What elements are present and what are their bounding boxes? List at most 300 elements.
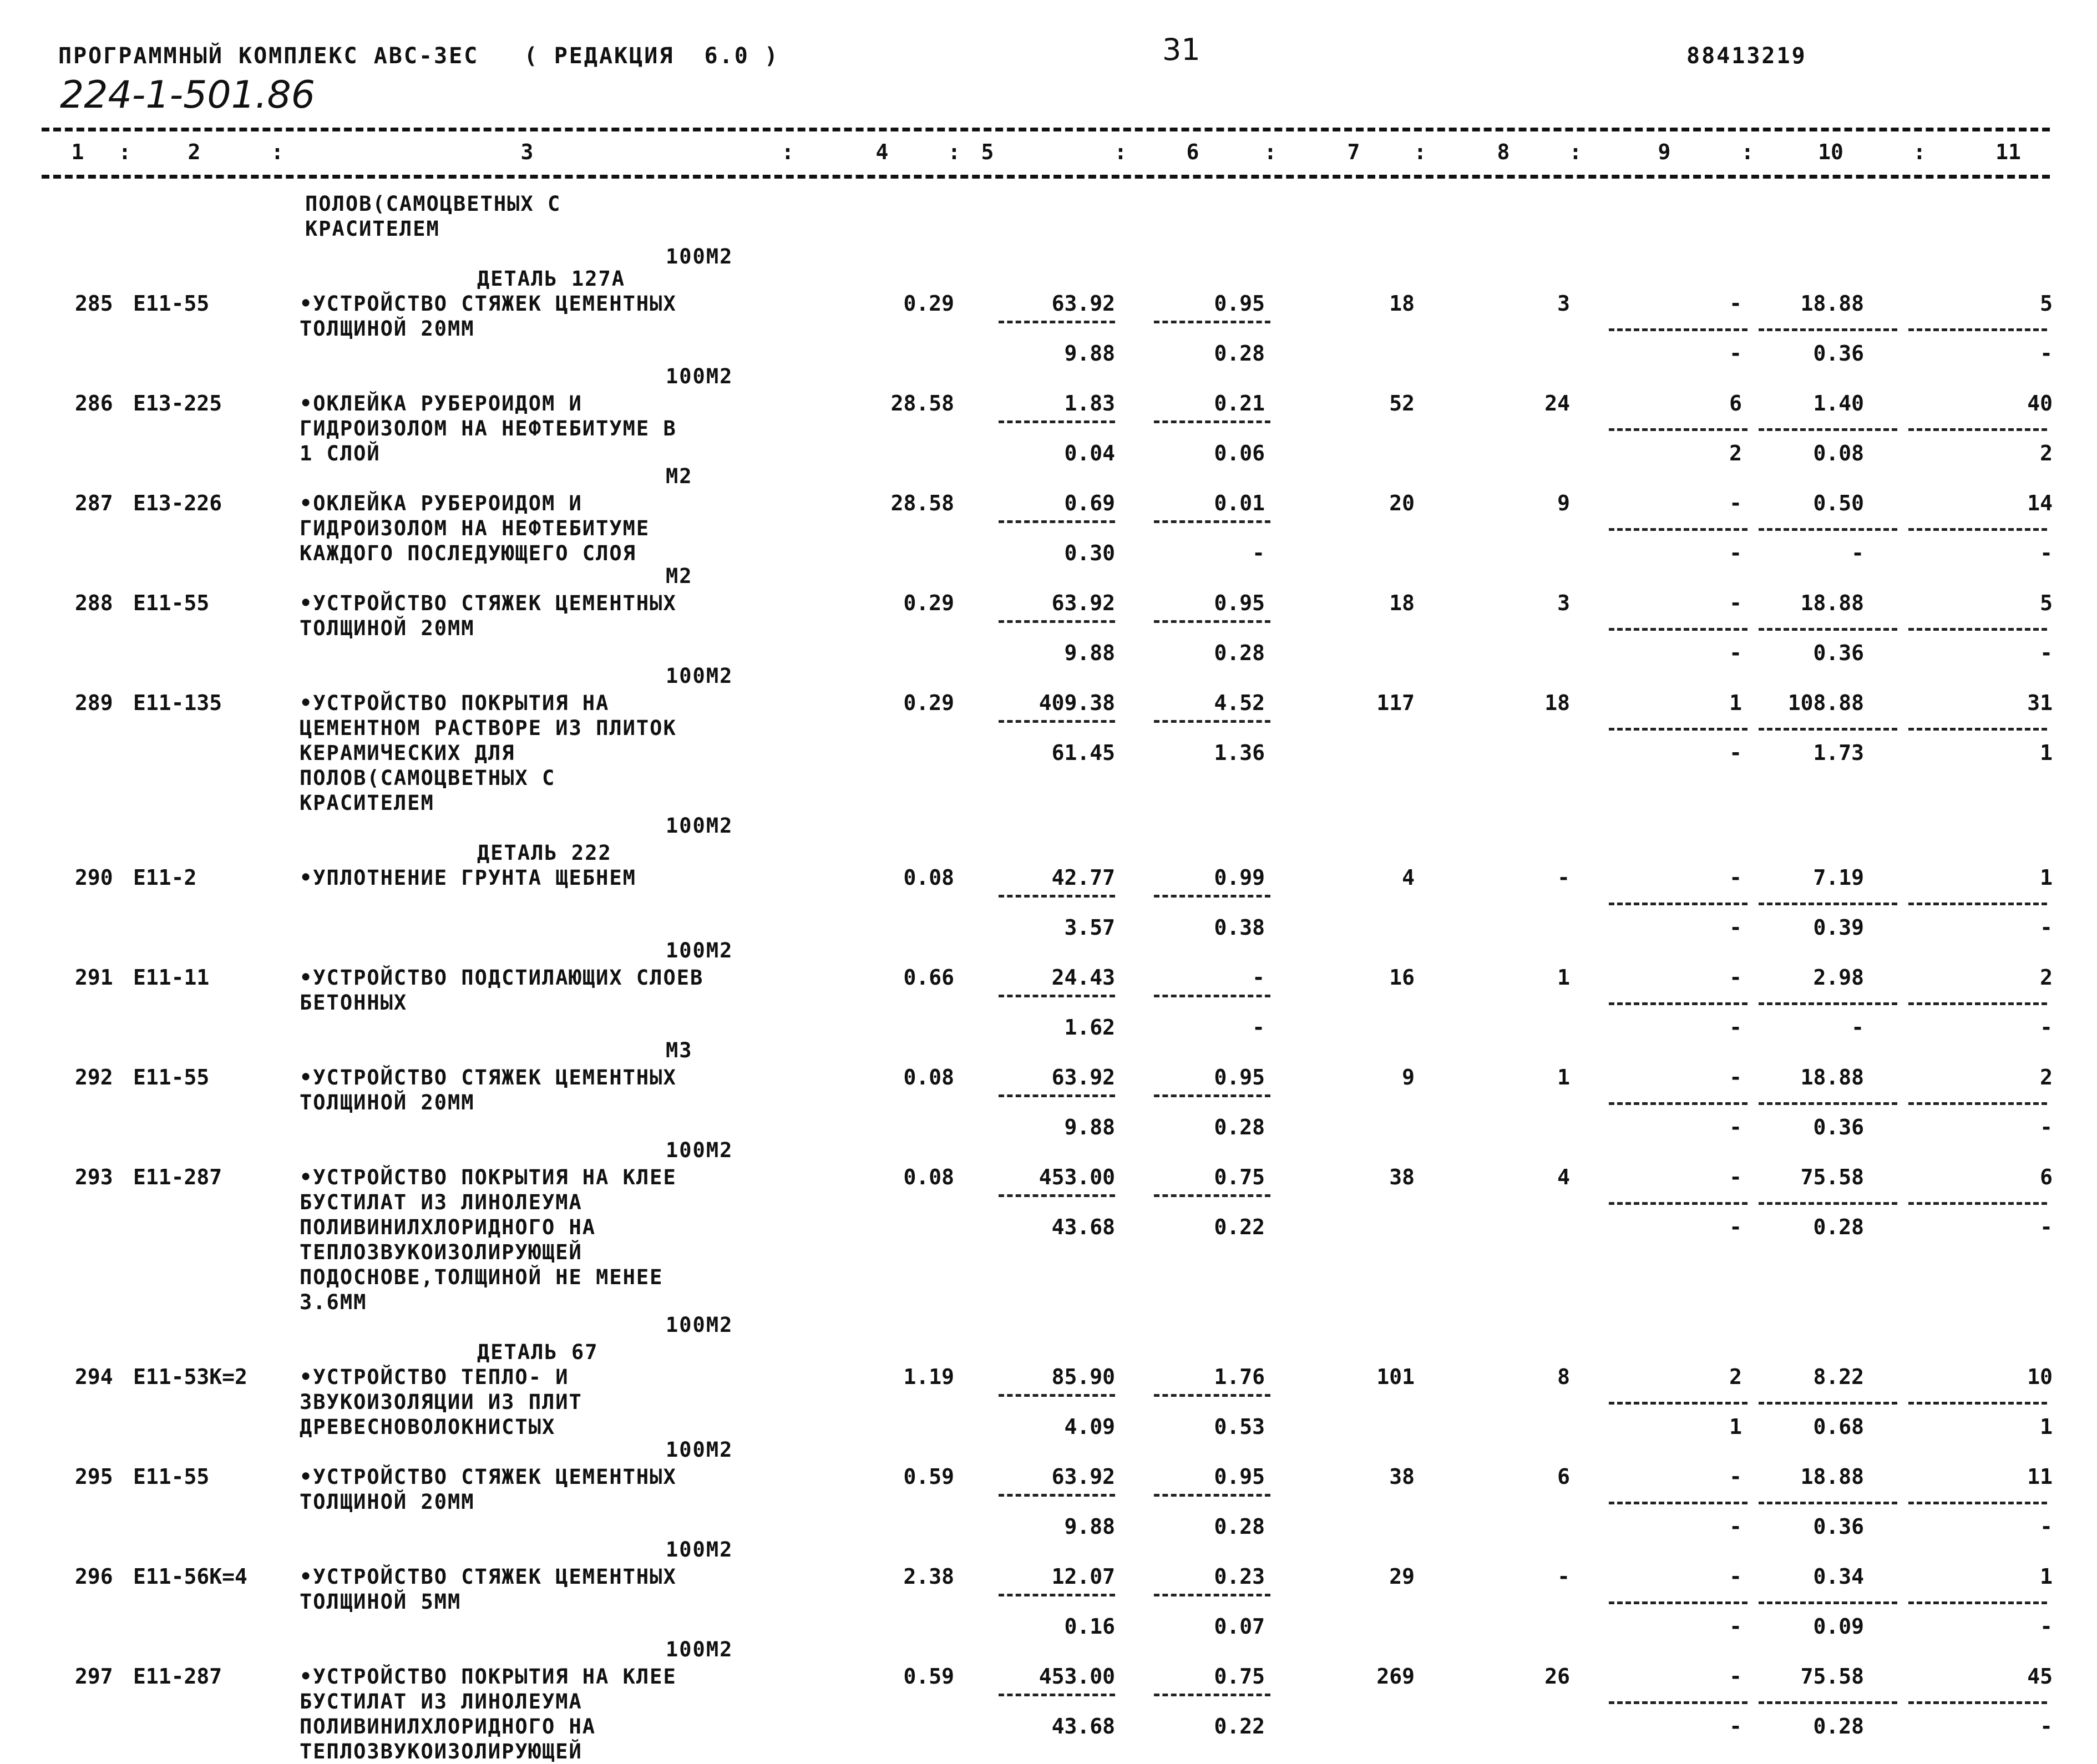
work-description-line: •УПЛОТНЕНИЕ ГРУНТА ЩЕБНЕМ [300,866,636,890]
program-header: ПРОГРАММНЫЙ КОМПЛЕКС АВС-3ЕС ( РЕДАКЦИЯ 6.0 ) [58,43,779,69]
cell-col6-top: 0.99 [1214,865,1265,890]
cell-col10-bottom: 0.28 [1813,1215,1864,1239]
norm-code: Е11-55 [133,1464,210,1489]
column-separator: : [1569,140,1582,164]
cell-quantity: 0.66 [903,965,954,990]
cell-col7: 18 [1389,591,1415,615]
cell-col7: 18 [1389,291,1415,316]
cell-col9-top: - [1729,1165,1742,1189]
cell-col11-top: 14 [2027,491,2053,515]
cell-col8: 8 [1557,1365,1570,1389]
work-description-line: БУСТИЛАТ ИЗ ЛИНОЛЕУМА [300,1690,582,1714]
cell-col10-top: 75.58 [1800,1664,1864,1689]
cell-col5-bottom: 0.04 [1064,441,1115,465]
cell-col10-top: 2.98 [1813,965,1864,990]
cell-col5-top: 1.83 [1064,391,1115,415]
value-separator [1609,1701,1748,1704]
cell-col5-top: 0.69 [1064,491,1115,515]
value-separator [1908,428,2047,431]
cell-col5-top: 12.07 [1051,1564,1115,1589]
work-description-line: КЕРАМИЧЕСКИХ ДЛЯ [300,741,515,765]
value-separator [1154,620,1270,623]
column-number-1: 1 [71,140,84,164]
value-separator [1154,420,1270,423]
row-number: 297 [75,1664,113,1689]
cell-col9-top: - [1729,1464,1742,1489]
cell-col10-bottom: 1.73 [1813,741,1864,765]
value-separator [1609,1601,1748,1604]
cell-col11-top: 31 [2027,691,2053,715]
column-separator: : [1913,140,1926,164]
cell-col8: 1 [1557,1065,1570,1089]
leading-text-line-1: ПОЛОВ(САМОЦВЕТНЫХ С [305,192,561,216]
work-description-line: •ОКЛЕЙКА РУБЕРОИДОМ И [300,491,582,515]
cell-col11-bottom: 1 [2040,1415,2053,1439]
document-code: 88413219 [1686,43,1807,69]
cell-col6-bottom: 0.07 [1214,1614,1265,1639]
cell-quantity: 0.29 [903,691,954,715]
cell-col5-bottom: 0.16 [1064,1614,1115,1639]
cell-col9-top: 1 [1729,691,1742,715]
unit-of-measure: 100М2 [666,1438,733,1462]
value-separator [1154,895,1270,898]
header-top-rule [42,128,2050,131]
row-number: 286 [75,391,113,415]
value-separator [1759,1402,1897,1405]
value-separator [1759,1502,1897,1504]
unit-of-measure: 100М2 [666,664,733,688]
work-description-line: •УСТРОЙСТВО СТЯЖЕК ЦЕМЕНТНЫХ [300,591,677,615]
value-separator [1759,903,1897,905]
work-description-line: •УСТРОЙСТВО ПОДСТИЛАЮЩИХ СЛОЕВ [300,966,704,990]
norm-code: Е11-135 [133,691,222,715]
value-separator [1154,1594,1270,1596]
cell-col9-top: - [1729,591,1742,615]
cell-col5-bottom: 4.09 [1064,1415,1115,1439]
cell-col8: 6 [1557,1464,1570,1489]
value-separator [1759,1601,1897,1604]
cell-col9-top: - [1729,291,1742,316]
cell-col10-top: 18.88 [1800,1464,1864,1489]
value-separator [1908,1601,2047,1604]
cell-col6-top: - [1252,965,1265,990]
cell-col5-top: 453.00 [1039,1664,1115,1689]
norm-code: Е11-287 [133,1165,222,1189]
work-description-line: КРАСИТЕЛЕМ [300,791,434,815]
value-separator [1154,1394,1270,1397]
work-description-line: ГИДРОИЗОЛОМ НА НЕФТЕБИТУМЕ [300,516,650,540]
cell-col7: 117 [1376,691,1415,715]
value-separator [1154,720,1270,723]
cell-col7: 38 [1389,1464,1415,1489]
unit-of-measure: 100М2 [666,1638,733,1661]
unit-of-measure: М3 [666,1038,693,1062]
unit-of-measure: 100М2 [666,939,733,962]
work-description-line: •ОКЛЕЙКА РУБЕРОИДОМ И [300,392,582,415]
column-separator: : [948,140,961,164]
norm-code: Е11-55 [133,1065,210,1089]
work-description-line: 1 СЛОЙ [300,442,381,465]
column-separator: : [1264,140,1277,164]
cell-col10-bottom: - [1851,1015,1864,1040]
cell-col11-bottom: - [2040,1015,2053,1040]
cell-col6-bottom: 0.28 [1214,641,1265,665]
cell-col10-bottom: 0.36 [1813,1514,1864,1539]
cell-col10-top: 18.88 [1800,591,1864,615]
cell-col10-top: 0.50 [1813,491,1864,515]
cell-col9-bottom: 1 [1729,1415,1742,1439]
cell-quantity: 28.58 [890,391,954,415]
cell-col5-top: 63.92 [1051,1464,1115,1489]
value-separator [1609,1102,1748,1105]
cell-col11-top: 5 [2040,291,2053,316]
value-separator [1759,1701,1897,1704]
row-number: 285 [75,291,113,316]
value-separator [1759,1002,1897,1005]
header-bottom-rule [42,175,2050,179]
value-separator [1609,728,1748,731]
cell-col10-top: 75.58 [1800,1165,1864,1189]
cell-col8: 26 [1544,1664,1570,1689]
work-description-line: КАЖДОГО ПОСЛЕДУЮЩЕГО СЛОЯ [300,541,636,565]
work-description-line: 3.6ММ [300,1290,367,1314]
cell-col11-bottom: - [2040,541,2053,565]
value-separator [999,1394,1115,1397]
cell-col9-top: 6 [1729,391,1742,415]
value-separator [1908,328,2047,331]
value-separator [1154,1194,1270,1197]
cell-col11-top: 45 [2027,1664,2053,1689]
cell-col6-top: 0.95 [1214,591,1265,615]
cell-col10-top: 18.88 [1800,291,1864,316]
value-separator [1609,628,1748,631]
cell-col5-bottom: 9.88 [1064,341,1115,366]
value-separator [1609,1402,1748,1405]
cell-col6-top: 4.52 [1214,691,1265,715]
cell-col8: 24 [1544,391,1570,415]
cell-quantity: 0.59 [903,1664,954,1689]
cell-col11-top: 10 [2027,1365,2053,1389]
value-separator [1908,1502,2047,1504]
value-separator [999,1494,1115,1497]
norm-code: Е11-56К=4 [133,1564,247,1589]
cell-quantity: 0.08 [903,1165,954,1189]
cell-col10-bottom: 0.36 [1813,341,1864,366]
row-number: 295 [75,1464,113,1489]
work-description-line: ТЕПЛОЗВУКОИЗОЛИРУЮЩЕЙ [300,1240,582,1264]
column-separator: : [1414,140,1427,164]
work-description-line: ПОЛИВИНИЛХЛОРИДНОГО НА [300,1715,596,1738]
cell-col11-top: 6 [2040,1165,2053,1189]
cell-col11-bottom: 2 [2040,441,2053,465]
cell-col7: 16 [1389,965,1415,990]
cell-col9-top: 2 [1729,1365,1742,1389]
cell-col6-bottom: 0.28 [1214,1514,1265,1539]
work-description-line: ТОЛЩИНОЙ 20ММ [300,317,475,341]
cell-col6-bottom: 0.53 [1214,1415,1265,1439]
cell-quantity: 0.29 [903,591,954,615]
value-separator [1609,1002,1748,1005]
cell-col9-bottom: - [1729,741,1742,765]
cell-col11-top: 2 [2040,965,2053,990]
cell-col9-bottom: - [1729,1115,1742,1139]
value-separator [1609,1202,1748,1205]
value-separator [1609,903,1748,905]
cell-col5-bottom: 61.45 [1051,741,1115,765]
cell-col6-top: 1.76 [1214,1365,1265,1389]
cell-col6-bottom: 0.22 [1214,1714,1265,1738]
value-separator [999,620,1115,623]
cell-col5-top: 409.38 [1039,691,1115,715]
value-separator [1759,728,1897,731]
cell-col5-bottom: 0.30 [1064,541,1115,565]
project-number: 224-1-501.86 [60,73,316,117]
cell-col6-bottom: 0.06 [1214,441,1265,465]
cell-col10-top: 18.88 [1800,1065,1864,1089]
cell-col5-top: 42.77 [1051,865,1115,890]
cell-quantity: 28.58 [890,491,954,515]
cell-col9-bottom: - [1729,1514,1742,1539]
cell-col6-top: 0.75 [1214,1664,1265,1689]
column-number-7: 7 [1347,140,1360,164]
value-separator [1609,328,1748,331]
value-separator [1154,321,1270,323]
value-separator [1154,1094,1270,1097]
cell-col6-top: 0.75 [1214,1165,1265,1189]
column-number-8: 8 [1497,140,1510,164]
unit-of-measure: 100М2 [666,814,733,838]
cell-col11-bottom: 1 [2040,741,2053,765]
value-separator [999,1194,1115,1197]
value-separator [1908,1202,2047,1205]
cell-col7: 52 [1389,391,1415,415]
row-number: 291 [75,965,113,990]
work-description-line: ГИДРОИЗОЛОМ НА НЕФТЕБИТУМЕ В [300,417,677,440]
detail-heading: ДЕТАЛЬ 67 [477,1340,599,1364]
column-number-5: 5 [981,140,994,164]
row-number: 293 [75,1165,113,1189]
cell-col6-bottom: - [1252,541,1265,565]
work-description-line: ТЕПЛОЗВУКОИЗОЛИРУЮЩЕЙ [300,1740,582,1763]
cell-col5-top: 24.43 [1051,965,1115,990]
cell-col9-bottom: - [1729,1714,1742,1738]
work-description-line: ЗВУКОИЗОЛЯЦИИ ИЗ ПЛИТ [300,1390,582,1414]
cell-col11-bottom: - [2040,341,2053,366]
cell-col11-bottom: - [2040,641,2053,665]
cell-col7: 29 [1389,1564,1415,1589]
cell-col5-top: 63.92 [1051,591,1115,615]
cell-col6-bottom: 0.22 [1214,1215,1265,1239]
column-number-3: 3 [520,140,534,164]
column-separator: : [118,140,131,164]
cell-col10-bottom: - [1851,541,1864,565]
row-number: 287 [75,491,113,515]
unit-of-measure: 100М2 [666,1313,733,1337]
value-separator [1908,628,2047,631]
unit-of-measure: М2 [666,564,693,588]
cell-col10-bottom: 0.09 [1813,1614,1864,1639]
cell-col5-bottom: 9.88 [1064,641,1115,665]
work-description-line: ЦЕМЕНТНОМ РАСТВОРЕ ИЗ ПЛИТОК [300,716,677,740]
leading-unit: 100М2 [666,245,733,268]
value-separator [999,1094,1115,1097]
unit-of-measure: М2 [666,464,693,488]
value-separator [1154,1694,1270,1696]
cell-col10-bottom: 0.08 [1813,441,1864,465]
cell-col10-bottom: 0.36 [1813,1115,1864,1139]
value-separator [1759,328,1897,331]
value-separator [1908,528,2047,531]
unit-of-measure: 100М2 [666,364,733,388]
cell-col8: 18 [1544,691,1570,715]
value-separator [1609,428,1748,431]
cell-col10-top: 7.19 [1813,865,1864,890]
cell-quantity: 0.08 [903,1065,954,1089]
work-description-line: ТОЛЩИНОЙ 20ММ [300,1091,475,1114]
column-number-4: 4 [875,140,889,164]
column-separator: : [1741,140,1754,164]
cell-col9-top: - [1729,1564,1742,1589]
value-separator [999,1594,1115,1596]
cell-col10-bottom: 0.28 [1813,1714,1864,1738]
cell-col11-bottom: - [2040,1714,2053,1738]
column-number-6: 6 [1186,140,1199,164]
work-description-line: ПОЛОВ(САМОЦВЕТНЫХ С [300,766,556,790]
cell-col11-bottom: - [2040,1614,2053,1639]
cell-quantity: 0.08 [903,865,954,890]
work-description-line: •УСТРОЙСТВО СТЯЖЕК ЦЕМЕНТНЫХ [300,1565,677,1589]
cell-col9-bottom: - [1729,1215,1742,1239]
value-separator [1154,1494,1270,1497]
cell-col6-bottom: 1.36 [1214,741,1265,765]
cell-col8: 3 [1557,291,1570,316]
cell-col11-bottom: - [2040,1215,2053,1239]
value-separator [1908,728,2047,731]
cell-col8: 3 [1557,591,1570,615]
cell-col5-bottom: 43.68 [1051,1714,1115,1738]
work-description-line: БУСТИЛАТ ИЗ ЛИНОЛЕУМА [300,1190,582,1214]
work-description-line: ПОДОСНОВЕ,ТОЛЩИНОЙ НЕ МЕНЕЕ [300,1265,663,1289]
value-separator [1609,528,1748,531]
column-number-9: 9 [1658,140,1671,164]
work-description-line: •УСТРОЙСТВО ТЕПЛО- И [300,1365,569,1389]
cell-col5-bottom: 1.62 [1064,1015,1115,1040]
value-separator [1908,1701,2047,1704]
value-separator [1759,628,1897,631]
cell-col5-bottom: 3.57 [1064,915,1115,940]
column-number-11: 11 [1995,140,2021,164]
cell-col6-top: 0.95 [1214,1065,1265,1089]
cell-col10-top: 0.34 [1813,1564,1864,1589]
cell-col9-bottom: - [1729,915,1742,940]
unit-of-measure: 100М2 [666,1538,733,1562]
cell-col6-bottom: 0.28 [1214,1115,1265,1139]
value-separator [999,720,1115,723]
column-number-2: 2 [188,140,201,164]
value-separator [1609,1502,1748,1504]
value-separator [1908,1002,2047,1005]
cell-col5-top: 453.00 [1039,1165,1115,1189]
value-separator [999,895,1115,898]
value-separator [1908,1402,2047,1405]
norm-code: Е13-226 [133,491,222,515]
cell-quantity: 0.29 [903,291,954,316]
cell-col11-top: 5 [2040,591,2053,615]
cell-col5-top: 63.92 [1051,291,1115,316]
value-separator [1908,903,2047,905]
work-description-line: ТОЛЩИНОЙ 20ММ [300,616,475,640]
cell-col9-top: - [1729,865,1742,890]
cell-col9-top: - [1729,1664,1742,1689]
value-separator [1908,1102,2047,1105]
cell-col10-bottom: 0.36 [1813,641,1864,665]
cell-col6-top: 0.95 [1214,291,1265,316]
cell-col8: 9 [1557,491,1570,515]
cell-col11-top: 11 [2027,1464,2053,1489]
row-number: 288 [75,591,113,615]
page-number: 31 [1162,32,1201,67]
cell-col11-bottom: - [2040,1115,2053,1139]
work-description-line: ДРЕВЕСНОВОЛОКНИСТЫХ [300,1415,556,1439]
work-description-line: •УСТРОЙСТВО ПОКРЫТИЯ НА КЛЕЕ [300,1165,677,1189]
cell-col9-bottom: - [1729,541,1742,565]
work-description-line: ПОЛИВИНИЛХЛОРИДНОГО НА [300,1215,596,1239]
detail-heading: ДЕТАЛЬ 127А [477,267,626,291]
cell-col10-top: 8.22 [1813,1365,1864,1389]
cell-col11-top: 40 [2027,391,2053,415]
cell-quantity: 1.19 [903,1365,954,1389]
cell-col6-top: 0.21 [1214,391,1265,415]
cell-col10-bottom: 0.39 [1813,915,1864,940]
work-description-line: ТОЛЩИНОЙ 20ММ [300,1490,475,1514]
cell-col5-bottom: 43.68 [1051,1215,1115,1239]
cell-col9-bottom: 2 [1729,441,1742,465]
value-separator [999,420,1115,423]
cell-col11-top: 1 [2040,1564,2053,1589]
cell-col7: 269 [1376,1664,1415,1689]
work-description-line: •УСТРОЙСТВО СТЯЖЕК ЦЕМЕНТНЫХ [300,292,677,316]
column-separator: : [1114,140,1127,164]
value-separator [999,520,1115,523]
cell-col9-top: - [1729,491,1742,515]
column-separator: : [781,140,794,164]
cell-col11-top: 2 [2040,1065,2053,1089]
value-separator [999,1694,1115,1696]
cell-col7: 4 [1402,865,1415,890]
column-number-10: 10 [1818,140,1843,164]
cell-col8: 1 [1557,965,1570,990]
cell-col6-top: 0.95 [1214,1464,1265,1489]
value-separator [1154,995,1270,997]
norm-code: Е11-287 [133,1664,222,1689]
row-number: 289 [75,691,113,715]
cell-col8: - [1557,1564,1570,1589]
cell-col9-bottom: - [1729,341,1742,366]
detail-heading: ДЕТАЛЬ 222 [477,841,612,865]
cell-col6-bottom: - [1252,1015,1265,1040]
cell-col10-top: 108.88 [1787,691,1864,715]
cell-col5-top: 85.90 [1051,1365,1115,1389]
value-separator [999,321,1115,323]
cell-col10-top: 1.40 [1813,391,1864,415]
cell-col6-bottom: 0.28 [1214,341,1265,366]
value-separator [1759,428,1897,431]
value-separator [999,995,1115,997]
norm-code: Е11-55 [133,591,210,615]
row-number: 290 [75,865,113,890]
cell-col7: 38 [1389,1165,1415,1189]
cell-col10-bottom: 0.68 [1813,1415,1864,1439]
